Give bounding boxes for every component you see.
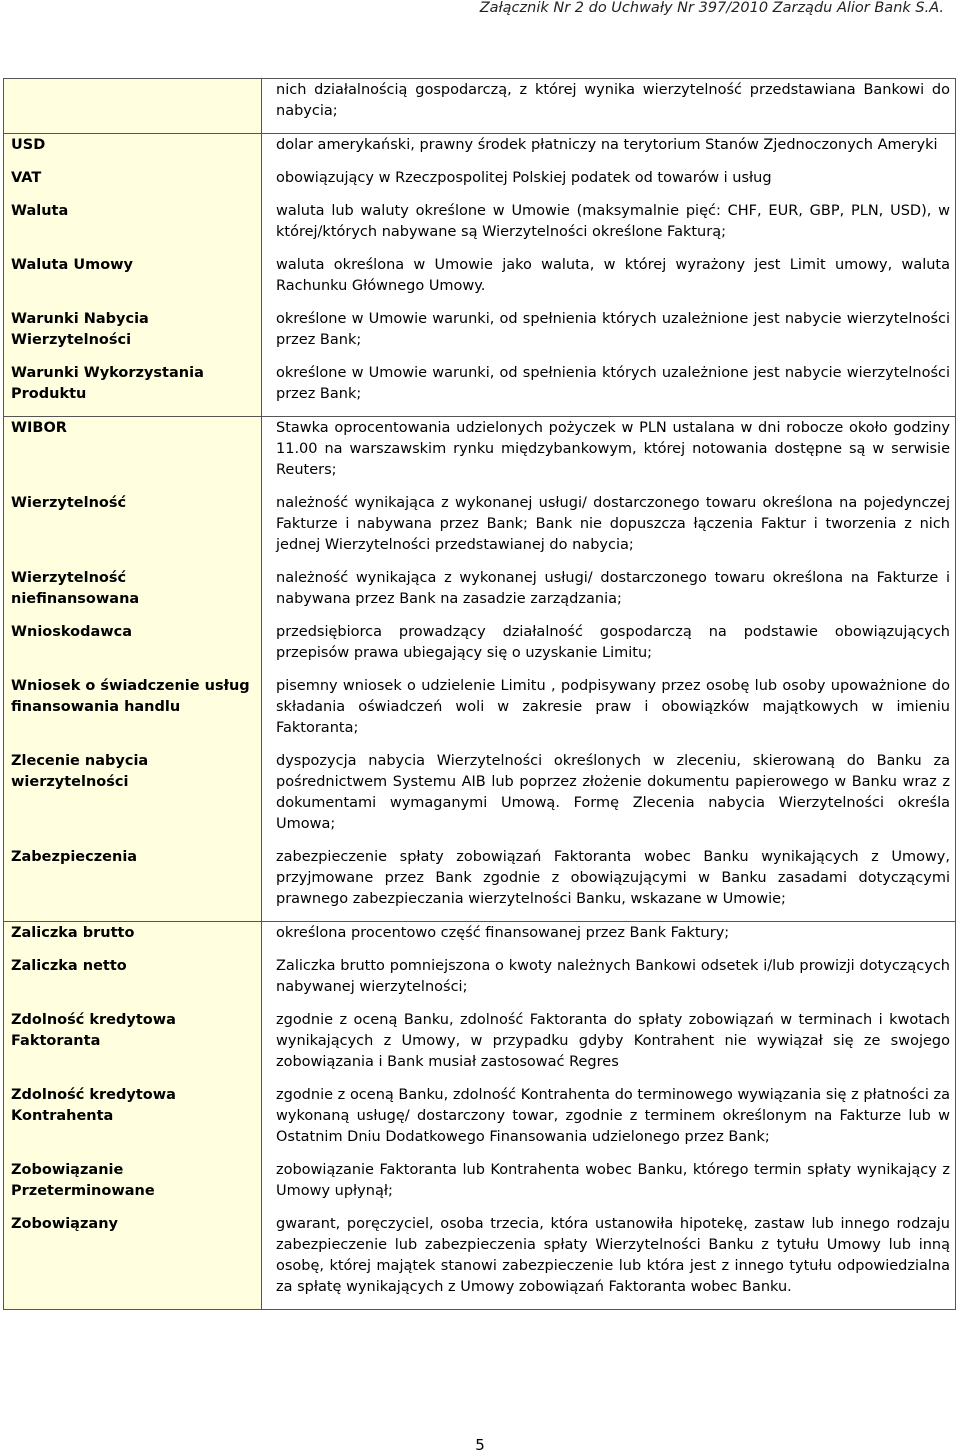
definition-row [4,1084,956,1159]
definition-text: należność wynikająca z wykonanej usługi/ dostarczonego towaru określona na pojedynczej Fakturze i nabywana przez Bank; Bank nie dopuszcza łączenia Faktur i tworzenia z nich jednej Wierzytelności przedstawianej do nabycia; [276,495,950,553]
definition-text: zobowiązanie Faktoranta lub Kontrahenta wobec Banku, którego termin spłaty wynikający z Umowy upłynął; [276,1162,950,1199]
definition-text: przedsiębiorca prowadzący działalność gospodarczą na podstawie obowiązujących przepisów prawa ubiegający się o uzyskanie Limitu; [276,624,950,661]
definition-term: Zobowiązanie Przeterminowane [4,1159,262,1213]
definition-term: Warunki Wykorzystania Produktu [4,362,262,417]
definition-term: Waluta [4,200,262,254]
definition-term: Waluta Umowy [4,254,262,308]
definition-row [4,200,956,254]
definition-row [4,1159,956,1213]
definition-term: Zaliczka netto [4,955,262,1009]
definition-row [4,922,956,956]
definition-row [4,750,956,846]
document-header: Załącznik Nr 2 do Uchwały Nr 397/2010 Zarządu Alior Bank S.A. [479,0,944,16]
definition-term: WIBOR [4,417,262,493]
definition-row [4,1213,956,1310]
definition-term: Wierzytelność [4,492,262,567]
definition-text: Stawka oprocentowania udzielonych pożyczek w PLN ustalana w dni robocze około godziny 11.00 na warszawskim rynku międzybankowym, której notowania dostępne są w serwisie Reuters; [262,417,956,493]
definition-term: Wnioskodawca [4,621,262,675]
definition-text: waluta określona w Umowie jako waluta, w której wyrażony jest Limit umowy, waluta Rachunku Głównego Umowy. [276,257,950,294]
definition-row [4,621,956,675]
definition-row [4,254,956,308]
definition-term: Zlecenie nabycia wierzytelności [4,750,262,846]
definition-text: określone w Umowie warunki, od spełnienia których uzależnione jest nabycie wierzytelności przez Bank; [276,365,950,402]
definition-row [4,955,956,1009]
definition-term: Zobowiązany [4,1213,262,1310]
definition-row [4,846,956,922]
definition-text: określona procentowo część finansowanej przez Bank Faktury; [262,922,956,956]
definition-term: Wniosek o świadczenie usług finansowania handlu [4,675,262,750]
definitions-table [3,78,956,1310]
definition-row [4,134,956,168]
definition-text: dyspozycja nabycia Wierzytelności określonych w zleceniu, skierowaną do Banku za pośrednictwem Systemu AIB lub poprzez złożenie dokumentu papierowego w Banku wraz z dokumentami wymaganymi Umową. Formę Zlecenia nabycia Wierzytelności określa Umowa; [276,753,950,832]
definition-term: Zaliczka brutto [4,922,262,956]
definition-term: VAT [4,167,262,200]
definition-text: zabezpieczenie spłaty zobowiązań Faktoranta wobec Banku wynikających z Umowy, przyjmowane przez Bank zgodnie z obowiązującymi w Banku zasadami dotyczącymi prawnego zabezpieczania wierzytelności Banku, wskazane w Umowie; [276,849,950,907]
definition-row [4,417,956,493]
definition-text: gwarant, poręczyciel, osoba trzecia, która ustanowiła hipotekę, zastaw lub innego rodzaju zabezpieczenie lub zabezpieczenia spłaty Wierzytelności Banku z tytułu Umowy lub inną osobę, której majątek stanowi zabezpieczenie lub która jest z innego tytułu odpowiedzialna za spłatę wynikających z Umowy zobowiązań Faktoranta wobec Banku. [276,1216,950,1295]
definition-term: Zdolność kredytowa Faktoranta [4,1009,262,1084]
definition-term: Zdolność kredytowa Kontrahenta [4,1084,262,1159]
definition-row [4,167,956,200]
definition-term: Wierzytelność niefinansowana [4,567,262,621]
definition-text: dolar amerykański, prawny środek płatniczy na terytorium Stanów Zjednoczonych Ameryki [262,134,956,168]
definition-text: Zaliczka brutto pomniejszona o kwoty należnych Bankowi odsetek i/lub prowizji dotyczących nabywanej wierzytelności; [276,958,950,995]
definition-text: zgodnie z oceną Banku, zdolność Kontrahenta do terminowego wywiązania się z płatności za wykonaną usługę/ dostarczony towar, zgodnie z terminem określonym na Fakturze lub w Ostatnim Dniu Dodatkowego Finansowania udzielonego przez Bank; [276,1087,950,1145]
definition-text: waluta lub waluty określone w Umowie (maksymalnie pięć: CHF, EUR, GBP, PLN, USD), w której/których nabywane są Wierzytelności określone Fakturą; [276,203,950,240]
page-number: 5 [475,1436,485,1454]
definition-row [4,492,956,567]
definition-text: zgodnie z oceną Banku, zdolność Faktoranta do spłaty zobowiązań w terminach i kwotach wynikających z Umowy, w przypadku gdyby Kontrahent nie wywiązał się ze swojego zobowiązania i Bank musiał zastosować Regres [276,1012,950,1070]
definition-term: Warunki Nabycia Wierzytelności [4,308,262,362]
definition-row [4,362,956,417]
definition-text: pisemny wniosek o udzielenie Limitu , podpisywany przez osobę lub osoby upoważnione do składania oświadczeń woli w zakresie praw i obowiązków majątkowych w imieniu Faktoranta; [276,678,950,736]
definition-text: określone w Umowie warunki, od spełnienia których uzależnione jest nabycie wierzytelności przez Bank; [276,311,950,348]
definition-row [4,675,956,750]
definition-text: nich działalnością gospodarczą, z której wynika wierzytelność przedstawiana Bankowi do nabycia; [276,82,950,119]
definition-row [4,79,956,134]
definition-row [4,308,956,362]
definition-term [4,79,262,134]
definition-row [4,1009,956,1084]
definition-row [4,567,956,621]
definition-text: obowiązujący w Rzeczpospolitej Polskiej podatek od towarów i usług [276,170,772,186]
definition-text: należność wynikająca z wykonanej usługi/ dostarczonego towaru określona na Fakturze i nabywana przez Bank na zasadzie zarządzania; [276,570,950,607]
definition-term: USD [4,134,262,168]
definition-term: Zabezpieczenia [4,846,262,922]
